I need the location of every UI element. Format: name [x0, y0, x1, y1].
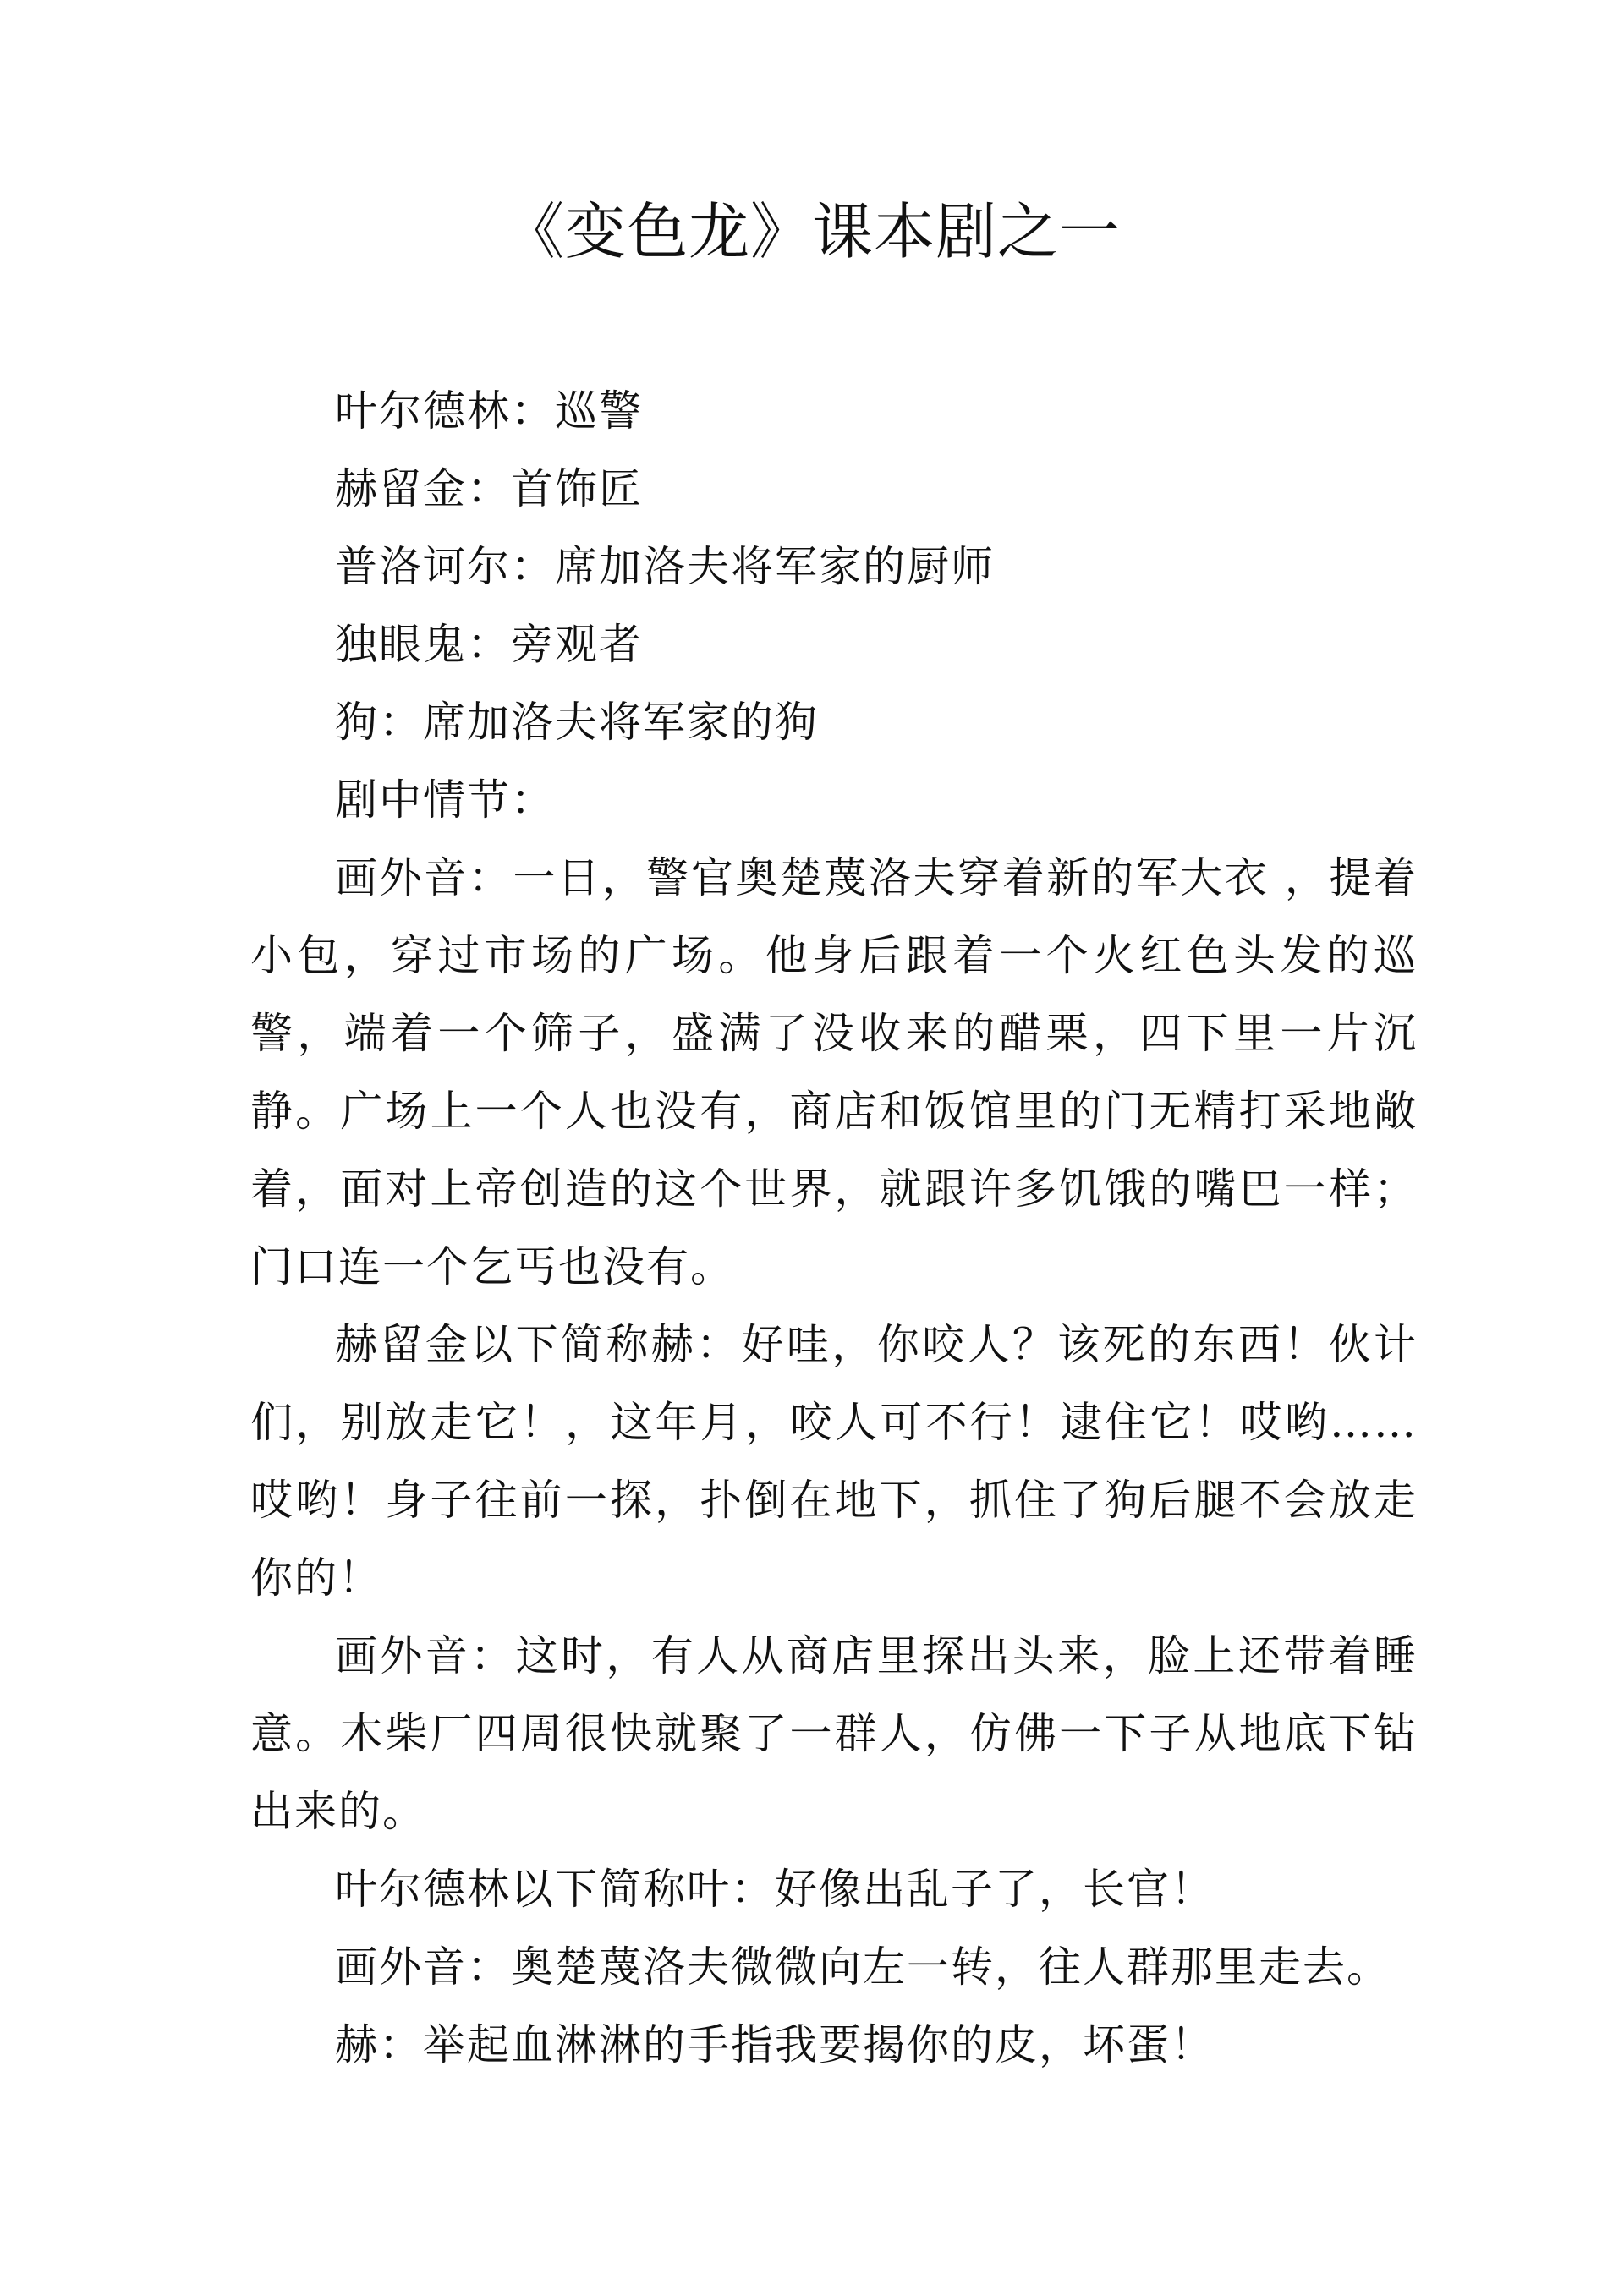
paragraph-goldsmith-threat: 赫：举起血淋淋的手指我要揭你的皮，坏蛋！: [335, 2020, 1215, 2069]
cast-entry-cook: 普洛诃尔：席加洛夫将军家的厨师: [335, 542, 995, 591]
document-title: 《变色龙》课本剧之一: [502, 196, 1121, 267]
paragraph-patrolman-line: 叶尔德林以下简称叶：好像出乱子了，长官！: [335, 1865, 1215, 1914]
cast-entry-dog: 狗：席加洛夫将军家的狗: [335, 698, 819, 747]
cast-entry-onlooker: 独眼鬼：旁观者: [335, 620, 643, 669]
cast-entry-goldsmith: 赫留金：首饰匠: [335, 464, 643, 513]
paragraph-goldsmith-shout: 赫留金以下简称赫：好哇，你咬人？该死的东西！伙计们，别放走它！，这年月，咬人可不行！逮住它！哎哟……哎哟！身子往前一探，扑倒在地下，抓住了狗后腿不会放走你的！: [250, 1320, 1418, 1603]
cast-entry-patrolman: 叶尔德林：巡警: [335, 386, 643, 436]
paragraph-narration-turn: 画外音：奥楚蔑洛夫微微向左一转，往人群那里走去。: [335, 1943, 1391, 1992]
paragraph-narration-crowd: 画外音：这时，有人从商店里探出头来，脸上还带着睡意。木柴厂四周很快就聚了一群人，仿佛一下子从地底下钻出来的。: [250, 1631, 1418, 1836]
plot-heading: 剧中情节：: [335, 775, 555, 825]
document-body: [250, 372, 1418, 2084]
paragraph-narration-opening: 画外音：一日，警官奥楚蔑洛夫穿着新的军大衣 ，提着小包，穿过市场的广场。他身后跟着一个火红色头发的巡警，端着一个筛子，盛满了没收来的醋栗，四下里一片沉静。广场上一个人也没有，商店和饭馆里的门无精打采地敞着，面对上帝创造的这个世界，就跟许多饥饿的嘴巴一样；门口连一个乞丐也没有。: [250, 853, 1418, 1291]
